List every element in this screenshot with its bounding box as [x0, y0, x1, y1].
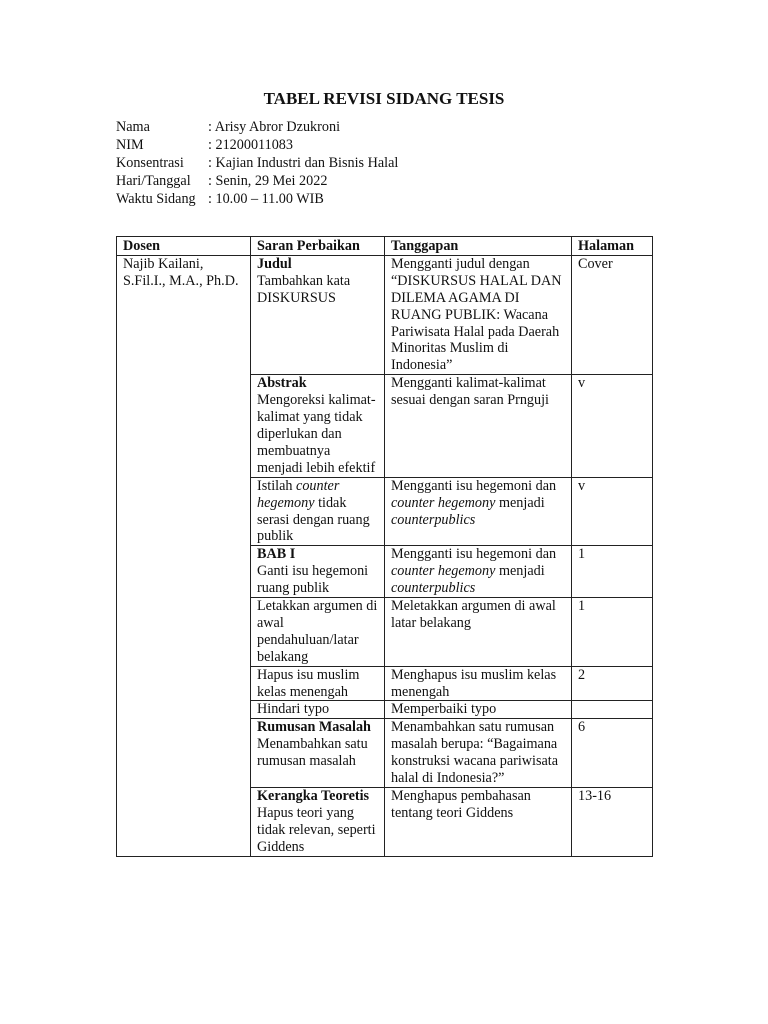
document-title: TABEL REVISI SIDANG TESIS — [263, 89, 505, 108]
saran-term-italic: counter hegemony — [257, 477, 340, 511]
tanggapan-cell: Menghapus pembahasan tentang teori Giddens — [385, 788, 572, 857]
tanggapan-term-italic: counterpublics — [391, 580, 476, 597]
saran-text: Hapus teori yang tidak relevan, seperti Giddens — [257, 804, 376, 855]
info-row-hari-tanggal — [116, 172, 398, 190]
info-label: NIM — [116, 137, 144, 153]
saran-cell — [251, 788, 385, 857]
saran-cell: Hapus isu muslim kelas menengah — [251, 666, 385, 701]
saran-heading: Kerangka Teoretis — [257, 788, 370, 804]
info-value: : Kajian Industri dan Bisnis Halal — [208, 155, 399, 171]
tanggapan-text: menjadi — [495, 494, 545, 511]
info-label: Nama — [116, 119, 150, 135]
info-value: : Arisy Abror Dzukroni — [208, 119, 341, 135]
saran-text: Mengoreksi kalimat-kalimat yang tidak diperlukan dan membuatnya menjadi lebih efektif — [257, 392, 376, 476]
revision-table — [116, 236, 653, 857]
info-value: : 21200011083 — [208, 137, 293, 153]
column-header-saran: Saran Perbaikan — [251, 237, 385, 256]
halaman-cell: 1 — [572, 598, 653, 667]
table-row — [117, 255, 653, 374]
saran-cell — [251, 719, 385, 788]
saran-cell — [251, 255, 385, 374]
halaman-cell — [572, 701, 653, 719]
saran-cell — [251, 477, 385, 546]
tanggapan-cell — [385, 477, 572, 546]
tanggapan-term-italic: counterpublics — [391, 511, 476, 528]
info-label: Konsentrasi — [116, 155, 184, 171]
tanggapan-cell: Menghapus isu muslim kelas menengah — [385, 666, 572, 701]
tanggapan-cell: Mengganti kalimat-kalimat sesuai dengan saran Prnguji — [385, 375, 572, 477]
table-header-row — [117, 237, 653, 256]
tanggapan-term-italic: counter hegemony — [391, 494, 496, 511]
saran-cell: Letakkan argumen di awal pendahuluan/latar belakang — [251, 598, 385, 667]
saran-text: tidak serasi dengan ruang publik — [257, 494, 370, 545]
student-info — [116, 118, 398, 208]
halaman-cell: 13-16 — [572, 788, 653, 857]
tanggapan-cell: Mengganti judul dengan “DISKURSUS HALAL DAN DILEMA AGAMA DI RUANG PUBLIK: Wacana Pariwisata Halal pada Daerah Minoritas Muslim di Indonesia” — [385, 255, 572, 374]
tanggapan-text: Mengganti isu hegemoni dan — [391, 546, 557, 563]
info-label: Waktu Sidang — [116, 191, 196, 207]
saran-cell: Hindari typo — [251, 701, 385, 719]
info-label: Hari/Tanggal — [116, 173, 191, 189]
column-header-tanggapan: Tanggapan — [385, 237, 572, 256]
dosen-cell: Najib Kailani, S.Fil.I., M.A., Ph.D. — [117, 255, 251, 856]
halaman-cell: Cover — [572, 255, 653, 374]
saran-heading: Abstrak — [257, 375, 307, 392]
saran-text: Menambahkan satu rumusan masalah — [257, 736, 368, 770]
tanggapan-term-italic: counter hegemony — [391, 563, 496, 580]
tanggapan-cell: Menambahkan satu rumusan masalah berupa: “Bagaimana konstruksi wacana pariwisata halal di Indonesia?” — [385, 719, 572, 788]
halaman-cell: v — [572, 375, 653, 477]
info-value: : Senin, 29 Mei 2022 — [208, 173, 328, 189]
halaman-cell: 1 — [572, 546, 653, 598]
saran-text: Istilah — [257, 477, 297, 494]
info-row-nim — [116, 136, 398, 154]
column-header-halaman: Halaman — [572, 237, 653, 256]
tanggapan-text: menjadi — [495, 563, 545, 580]
saran-text: Ganti isu hegemoni ruang publik — [257, 563, 369, 597]
halaman-cell: 6 — [572, 719, 653, 788]
info-row-waktu-sidang — [116, 190, 398, 208]
saran-cell — [251, 546, 385, 598]
halaman-cell: v — [572, 477, 653, 546]
tanggapan-cell: Memperbaiki typo — [385, 701, 572, 719]
halaman-cell: 2 — [572, 666, 653, 701]
column-header-dosen: Dosen — [117, 237, 251, 256]
saran-cell — [251, 375, 385, 477]
saran-heading: Rumusan Masalah — [257, 719, 371, 736]
tanggapan-cell — [385, 546, 572, 598]
saran-heading: Judul — [257, 255, 292, 272]
tanggapan-cell: Meletakkan argumen di awal latar belakang — [385, 598, 572, 667]
info-value: : 10.00 – 11.00 WIB — [208, 191, 324, 207]
info-row-nama — [116, 118, 398, 136]
info-row-konsentrasi — [116, 154, 398, 172]
saran-heading: BAB I — [257, 546, 296, 563]
tanggapan-text: Mengganti isu hegemoni dan — [391, 477, 557, 494]
saran-text: Tambahkan kata DISKURSUS — [257, 272, 351, 306]
